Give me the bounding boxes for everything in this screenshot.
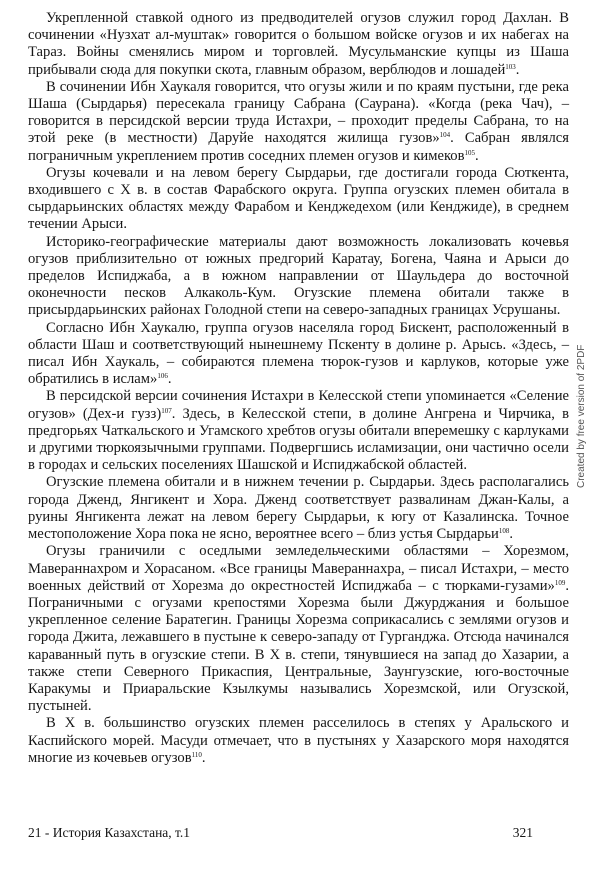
paragraph [28,234,569,320]
paragraph-text: В Х в. большинство огузских племен расселилось в степях у Аральского и Каспийского морей. Масуди отмечает, что в пустынях у Хазарского моря находятся многие из кочевьев огузов [28,715,569,766]
paragraph-text: . Здесь, в Келесской степи, в долине Ангрена и Чирчика, в предгорьях Чаткальского и Угамского хребтов огузы обитали вперемешку с карлуками и другими тюркоязычными группами. Подвергшись исламизации, они частично осели в городах и сельских поселениях Шашской и Испиджабской областей. [28,405,569,474]
paragraph [28,320,569,389]
paragraph-text: . [201,749,206,766]
page-footer [28,825,533,841]
paragraph-text: Укрепленной ставкой одного из предводителей огузов служил город Дахлан. В сочинении «Нузхат ал-муштак» говорится о большом войске огузов и их набегах на Тараз. Войны сменялись миром и торговлей. Мусульманские купцы из Шаша прибывали сюда для покупки скота, главным образом, верблюдов и лошадей [28,10,569,78]
footnote-ref: 110 [191,750,202,759]
paragraph-text: . Сабран являлся пограничным укреплением против соседних племен огузов и кимеков [28,130,569,164]
paragraph-text: . [475,147,479,164]
paragraph [28,165,569,234]
paragraph-text: В персидской версии сочинения Истахри в Келесской степи упоминается «Селение огузов» (Дех-и гузз) [28,388,569,422]
paragraph-text: Историко-географические материалы дают возможность локализовать кочевья огузов приблизительно от южных предгорий Каратау, Богена, Чаяна и Арыси до пределов Испиджаба, а в южном направлении от Шаульдера до восточной оконечности песков Алкаколь-Кум. Огузские племена обитали также в присырдарьинских районах Голодной степи на северо-западных границах Усрушаны. [28,233,569,319]
footnote-ref: 108 [498,527,510,536]
paragraph [28,388,569,474]
paragraph-text: . [167,371,172,388]
paragraph-text: . [515,61,520,78]
footnote-ref: 106 [157,372,168,381]
paragraph-text: . [509,526,514,543]
paragraph-text: Огузы кочевали и на левом берегу Сырдарьи, где достигали города Сюткента, входившего с Х в. в состав Фарабского округа. Группа огузских племен обитала в сырдарьинских областях между Фарабом и Кенджедехом (или Кенджиде), в среднем течении Арыси. [28,164,569,233]
paragraph-text: Огузские племена обитали и в нижнем течении р. Сырдарьи. Здесь располагались города Дженд, Янгикент и Хора. Дженд соответствует развалинам Джан-Калы, а руины Янгикента лежат на левом берегу Сырдарьи, к югу от Казалинска. Точное местоположение Хора пока не ясно, вероятнее всего – близ устья Сырдарьи [28,474,569,543]
footer-book-title: 21 - История Казахстана, т.1 [28,825,191,840]
paragraph-text: . Пограничными с огузами крепостями Хорезма были Джурджания и большое укрепленное селение Баратегин. Границы Хорезма соприкасались с землями огузов и города Джита, лежавшего в пустыне к северо-западу от Гурганджа. Отсюда начинался караванный путь в огузские степи. В Х в. степи, тянувшиеся на запад до Хазарии, а также степи Северного Прикаспия, Центральные, Заунгузские, юго-восточные Каракумы и Приаральские Кзылкумы назывались Хорезмской, или Огузской, пустыней. [28,577,569,715]
footnote-ref: 107 [161,406,172,415]
page-body [28,10,569,767]
paragraph-text: Огузы граничили с оседлыми земледельческими областями – Хорезмом, Мавераннахром и Хорасаном. «Все границы Мавераннахра, – писал Истахри, – место военных действий от Хорезма до окрестностей Испиджаба – с тюрками-гузами» [28,543,569,594]
paragraph-text: В сочинении Ибн Хаукаля говорится, что огузы жили и по краям пустыни, где река Шаша (Сырдарья) пересекала границу Сабрана (Саурана). «Когда (река Чач), – говорится в персидской версии труда Истахри, – проходит пределы Сабрана, то на этой реке (в местности) Даруйе находятся жилища гузов» [28,78,569,147]
paragraph-text: Согласно Ибн Хаукалю, группа огузов населяла город Бискент, расположенный в области Шаш и соответствующий нынешнему Пскенту в долине р. Арысь. «Здесь, – писал Ибн Хаукаль, – собираются племена тюрок-гузов и карлуков, которые уже обратились в ислам» [28,319,569,388]
paragraph [28,474,569,543]
paragraph [28,79,569,165]
footnote-ref: 109 [554,578,566,587]
footnote-ref: 104 [439,131,451,140]
paragraph [28,543,569,715]
footnote-ref: 103 [505,62,516,71]
watermark-text: Created by free version of 2PDF [576,344,587,488]
paragraph [28,10,569,79]
footnote-ref: 105 [464,148,475,157]
paragraph [28,715,569,767]
page-number: 321 [512,825,533,840]
